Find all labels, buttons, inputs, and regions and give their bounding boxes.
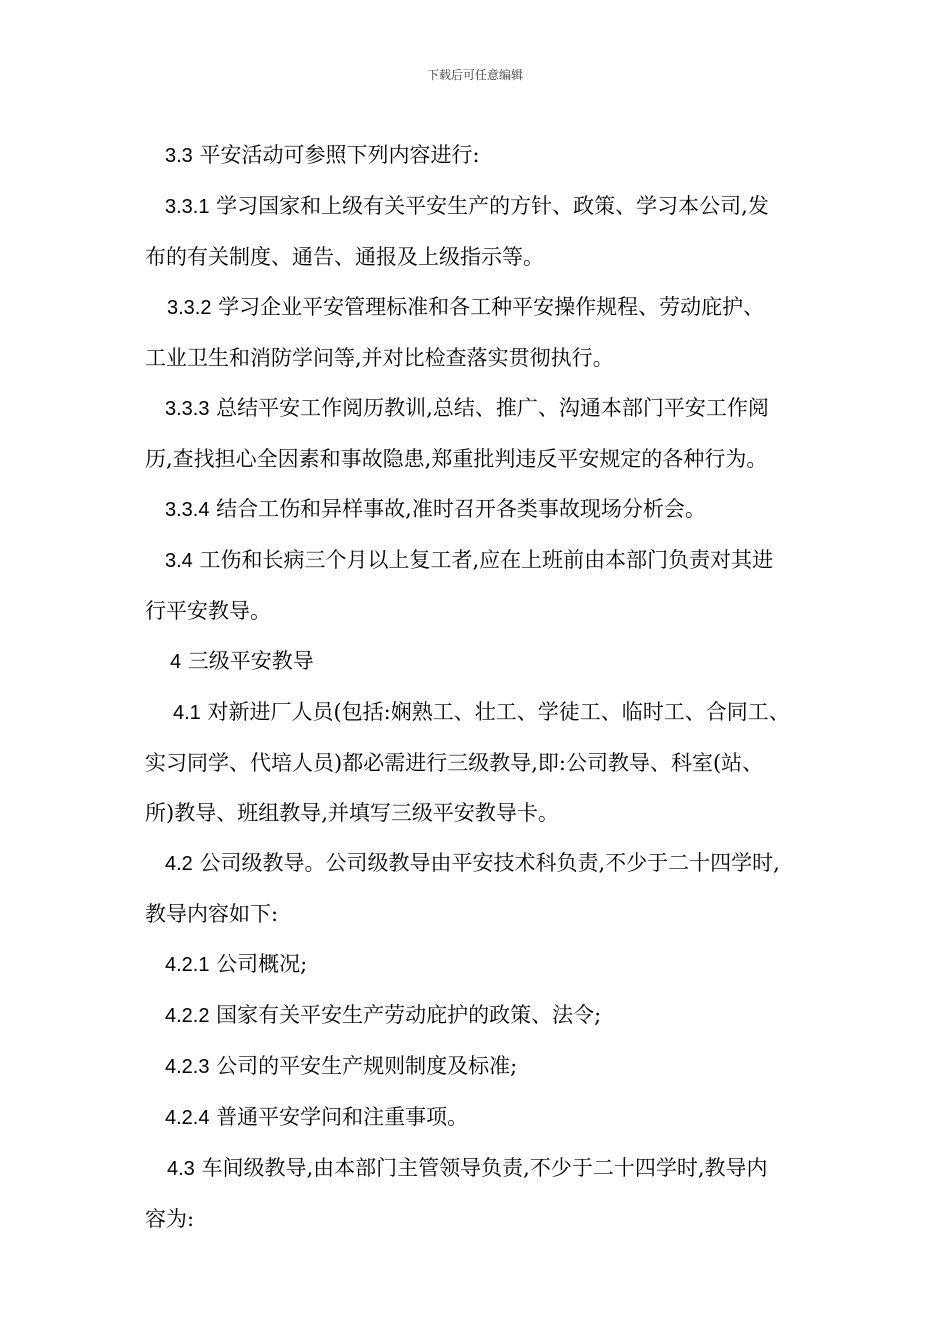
section-number: 3.3.1 (165, 196, 210, 218)
paragraph-text: 工伤和长病三个月以上复工者,应在上班前由本部门负责对其进 (192, 548, 774, 572)
paragraph-text: 普通平安学问和注重事项。 (209, 1105, 469, 1129)
paragraph-line (145, 181, 835, 232)
paragraph-text: 行平安教导。 (145, 599, 271, 623)
section-number: 3.3.3 (165, 398, 210, 420)
section-number: 4 (170, 651, 182, 673)
section-number: 3.3 (165, 145, 193, 167)
paragraph-line (145, 586, 835, 636)
paragraph-text: 车间级教导,由本部门主管领导负责,不少于二十四学时,教导内 (194, 1156, 768, 1180)
section-number: 4.2 (165, 853, 193, 875)
paragraph-line (145, 535, 835, 586)
paragraph-text: 所)教导、班组教导,并填写三级平安教导卡。 (145, 801, 559, 825)
page-header: 下载后可任意编辑 (426, 68, 523, 82)
paragraph-line (145, 1041, 835, 1092)
section-number: 4.2.2 (165, 1005, 210, 1027)
paragraph-line (145, 788, 835, 838)
paragraph-text: 教导内容如下: (145, 902, 279, 926)
paragraph-text: 布的有关制度、通告、通报及上级指示等。 (145, 245, 544, 269)
section-number: 3.4 (165, 550, 193, 572)
paragraph-text: 学习企业平安管理标准和各工种平安操作规程、劳动庇护、 (211, 295, 765, 319)
paragraph-line (145, 889, 835, 939)
paragraph-text: 三级平安教导 (181, 649, 314, 673)
paragraph-line (145, 838, 835, 889)
paragraph-line (145, 738, 835, 788)
paragraph-text: 平安活动可参照下列内容进行: (192, 143, 480, 167)
paragraph-line (145, 434, 835, 484)
section-number: 3.3.2 (167, 297, 212, 319)
section-number: 3.3.4 (165, 499, 210, 521)
section-number: 4.2.4 (165, 1107, 210, 1129)
paragraph-line (145, 484, 835, 535)
paragraph-text: 工业卫生和消防学问等,并对比检查落实贯彻执行。 (145, 346, 614, 370)
paragraph-text: 公司概况; (209, 952, 308, 976)
paragraph-line (145, 383, 835, 434)
document-body (145, 130, 835, 1244)
paragraph-line (145, 687, 835, 738)
paragraph-text: 容为: (145, 1207, 195, 1231)
paragraph-line (145, 1092, 835, 1143)
paragraph-text: 总结平安工作阅历教训,总结、推广、沟通本部门平安工作阅 (209, 396, 769, 420)
paragraph-line (145, 939, 835, 990)
paragraph-text: 结合工伤和异样事故,准时召开各类事故现场分析会。 (209, 497, 706, 521)
section-number: 4.3 (167, 1158, 195, 1180)
section-number: 4.2.1 (165, 954, 210, 976)
paragraph-text: 公司的平安生产规则制度及标准; (209, 1054, 518, 1078)
paragraph-text: 国家有关平安生产劳动庇护的政策、法令; (209, 1003, 602, 1027)
paragraph-line (145, 282, 835, 333)
paragraph-line (145, 990, 835, 1041)
paragraph-line (145, 1194, 835, 1244)
paragraph-line (145, 130, 835, 181)
section-number: 4.2.3 (165, 1056, 210, 1078)
paragraph-line (145, 232, 835, 282)
paragraph-line (145, 1143, 835, 1194)
section-number: 4.1 (173, 702, 201, 724)
paragraph-text: 公司级教导。公司级教导由平安技术科负责,不少于二十四学时, (192, 851, 780, 875)
paragraph-text: 实习同学、代培人员)都必需进行三级教导,即:公司教导、科室(站、 (145, 751, 764, 775)
paragraph-text: 学习国家和上级有关平安生产的方针、政策、学习本公司,发 (209, 194, 769, 218)
paragraph-text: 历,查找担心全因素和事故隐患,郑重批判违反平安规定的各种行为。 (145, 447, 768, 471)
paragraph-line (145, 333, 835, 383)
paragraph-text: 对新进厂人员(包括:娴熟工、壮工、学徒工、临时工、合同工、 (200, 700, 790, 724)
paragraph-line (145, 636, 835, 687)
